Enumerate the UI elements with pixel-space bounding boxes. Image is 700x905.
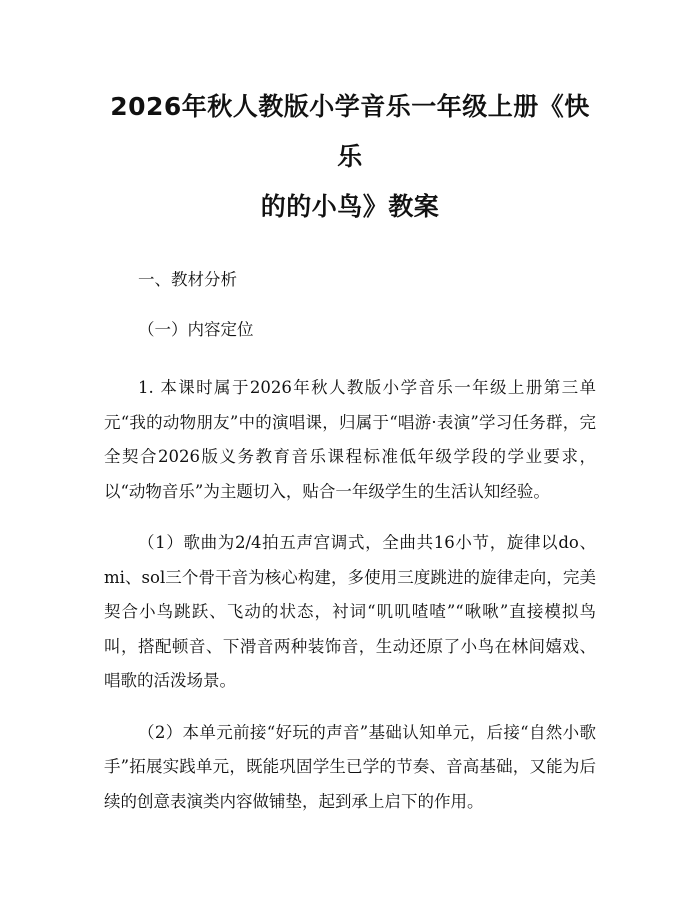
section-heading: 一、教材分析	[138, 270, 237, 289]
paragraph-2: （1）歌曲为2/4拍五声宫调式，全曲共16小节，旋律以do、mi、sol三个骨干音为核心构建，多使用三度跳进的旋律走向，完美契合小鸟跳跃、飞动的状态，衬词“叽叽喳喳”“啾啾”直接模拟鸟叫，搭配顿音、下滑音两种装饰音，生动还原了小鸟在林间嬉戏、唱歌的活泼场景。	[104, 533, 596, 690]
document-title	[104, 82, 596, 232]
paragraph-3: （2）本单元前接“好玩的声音”基础认知单元，后接“自然小歌手”拓展实践单元，既能巩固学生已学的节奏、音高基础，又能为后续的创意表演类内容做铺垫，起到承上启下的作用。	[104, 722, 596, 811]
title-line-1: 2026年秋人教版小学音乐一年级上册《快乐	[110, 92, 590, 171]
paragraph-1: 1. 本课时属于2026年秋人教版小学音乐一年级上册第三单元“我的动物朋友”中的演唱课，归属于“唱游·表演”学习任务群，完全契合2026版义务教育音乐课程标准低年级学段的学业要求，以“动物音乐”为主题切入，贴合一年级学生的生活认知经验。	[104, 378, 596, 501]
title-line-2: 的的小鸟》教案	[260, 192, 440, 221]
subsection-heading: （一）内容定位	[138, 320, 254, 339]
